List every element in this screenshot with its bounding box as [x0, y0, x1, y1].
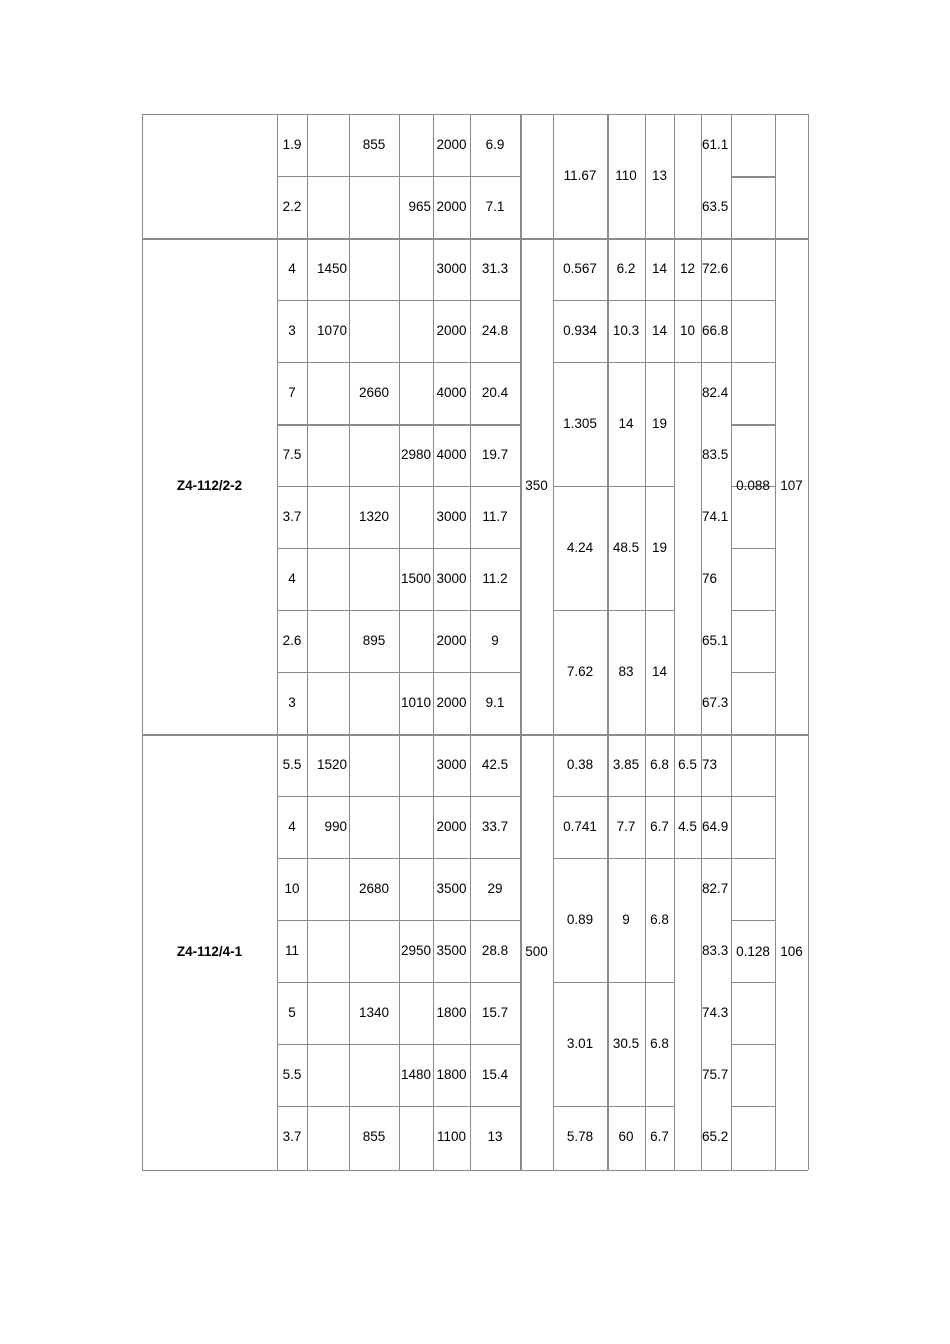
cell-value: 5.5 [282, 1067, 302, 1083]
cell-value: 19.7 [481, 447, 509, 463]
table-rule [520, 114, 522, 1170]
merged-value [520, 114, 553, 238]
cell-value: 1010 [400, 695, 431, 711]
cell-value: 1520 [316, 757, 347, 773]
table-rule [142, 114, 143, 1170]
table-rule [307, 114, 308, 1170]
cell-value: 3000 [436, 509, 467, 525]
cell-value [307, 548, 349, 610]
cell-value: 855 [362, 1129, 386, 1145]
cell-value: 9.1 [485, 695, 505, 711]
cell-value: 4 [288, 819, 296, 835]
table-rule [349, 114, 350, 1170]
cell-value: 3500 [436, 943, 467, 959]
cell-value: 2980 [400, 447, 431, 463]
cell-value: 2000 [436, 633, 467, 649]
cell-value: 3.7 [282, 509, 302, 525]
cell-value: 2.2 [282, 199, 302, 215]
model-name: Z4-112/2-2 [176, 478, 243, 494]
cell-value [349, 300, 399, 362]
merged-value: 0.89 [566, 912, 594, 928]
cell-value: 3 [288, 323, 296, 339]
cell-value [399, 734, 433, 796]
cell-value: 20.4 [481, 385, 509, 401]
merged-value: 350 [525, 478, 548, 494]
cell-value: 2000 [436, 323, 467, 339]
cell-value: 0.934 [563, 323, 597, 339]
table-rule [701, 114, 702, 1170]
cell-value: 60 [618, 1129, 634, 1145]
cell-value: 1070 [316, 323, 347, 339]
cell-value: 82.4 [702, 385, 729, 401]
cell-value: 13 [487, 1129, 503, 1145]
cell-value: 83.3 [702, 943, 729, 959]
cell-value: 28.8 [481, 943, 509, 959]
cell-value: 11.2 [482, 571, 508, 587]
cell-value [307, 362, 349, 424]
cell-value: 6.5 [678, 757, 697, 773]
cell-value: 1.9 [282, 137, 302, 153]
table-rule [645, 114, 646, 1170]
cell-value: 33.7 [481, 819, 509, 835]
cell-value: 67.3 [702, 695, 729, 711]
cell-value: 7 [288, 385, 296, 401]
merged-value: 48.5 [612, 540, 640, 556]
cell-value [399, 858, 433, 920]
merged-value: 13 [651, 168, 668, 184]
cell-value: 83.5 [702, 447, 729, 463]
cell-value: 31.3 [481, 261, 509, 277]
cell-value: 1100 [436, 1129, 467, 1145]
cell-value: 24.8 [481, 323, 509, 339]
merged-value [731, 114, 775, 238]
cell-value: 61.1 [702, 137, 729, 153]
merged-value: 14 [618, 416, 634, 432]
cell-value: 12 [679, 261, 696, 277]
cell-value: 29 [487, 881, 503, 897]
cell-value [307, 858, 349, 920]
merged-value: 107 [780, 478, 803, 494]
cell-value: 1340 [358, 1005, 390, 1021]
table-rule [607, 114, 609, 1170]
cell-value [399, 486, 433, 548]
cell-value: 7.5 [282, 447, 302, 463]
cell-value [349, 920, 399, 982]
merged-value: 30.5 [612, 1036, 640, 1052]
table-rule [142, 1170, 808, 1171]
cell-value: 6.7 [650, 1129, 669, 1145]
table-rule [399, 114, 400, 1170]
cell-value: 15.7 [481, 1005, 509, 1021]
cell-value: 3500 [436, 881, 467, 897]
cell-value [399, 982, 433, 1044]
cell-value: 965 [408, 199, 431, 215]
cell-value [349, 238, 399, 300]
cell-value [307, 982, 349, 1044]
merged-value: 4.24 [566, 540, 594, 556]
cell-value: 10 [284, 881, 300, 897]
cell-value: 2000 [436, 199, 467, 215]
cell-value: 66.8 [702, 323, 729, 339]
merged-value: 83 [618, 664, 634, 680]
cell-value: 7.1 [485, 199, 505, 215]
cell-value: 6.2 [616, 261, 636, 277]
merged-value [775, 114, 808, 238]
cell-value: 75.7 [702, 1067, 729, 1083]
cell-value: 15.4 [481, 1067, 509, 1083]
cell-value: 6.9 [485, 137, 505, 153]
cell-value: 7.7 [616, 819, 636, 835]
cell-value: 65.2 [702, 1129, 729, 1145]
cell-value: 2660 [358, 385, 390, 401]
cell-value [307, 176, 349, 238]
cell-value: 6.8 [650, 757, 669, 773]
cell-value [307, 920, 349, 982]
cell-value: 2000 [436, 695, 467, 711]
cell-value [349, 672, 399, 734]
cell-value: 2000 [436, 137, 467, 153]
cell-value [307, 610, 349, 672]
merged-value: 6.8 [650, 1036, 669, 1052]
merged-value: 3.01 [566, 1036, 594, 1052]
cell-value [399, 610, 433, 672]
cell-value: 895 [362, 633, 386, 649]
table-rule [731, 114, 732, 1170]
cell-value: 1800 [436, 1067, 467, 1083]
cell-value: 2000 [436, 819, 467, 835]
cell-value [349, 1044, 399, 1106]
model-name: Z4-112/4-1 [176, 944, 243, 960]
cell-value: 3 [288, 695, 296, 711]
merged-value: 110 [615, 168, 637, 184]
cell-value: 11.7 [482, 509, 508, 525]
cell-value: 2.6 [282, 633, 302, 649]
cell-value [307, 114, 349, 176]
cell-value [349, 424, 399, 486]
cell-value: 3.7 [282, 1129, 302, 1145]
merged-value: 1.305 [563, 416, 597, 432]
merged-value: 0.128 [736, 944, 770, 960]
table-rule [775, 114, 776, 1170]
cell-value: 4.5 [678, 819, 697, 835]
merged-value: 19 [651, 416, 668, 432]
cell-value [349, 796, 399, 858]
table-rule [674, 114, 675, 1170]
cell-value: 5.5 [282, 757, 302, 773]
cell-value: 1480 [400, 1067, 431, 1083]
cell-value: 1800 [436, 1005, 467, 1021]
cell-value: 63.5 [702, 199, 729, 215]
cell-value [349, 734, 399, 796]
cell-value [399, 300, 433, 362]
cell-value: 10.3 [612, 323, 640, 339]
merged-value: 7.62 [566, 664, 594, 680]
cell-value: 6.7 [650, 819, 669, 835]
cell-value: 0.567 [563, 261, 597, 277]
cell-value: 72.6 [702, 261, 729, 277]
cell-value [399, 238, 433, 300]
table-rule [277, 114, 278, 1170]
cell-value [307, 486, 349, 548]
cell-value [307, 424, 349, 486]
cell-value: 3000 [436, 757, 467, 773]
cell-value: 4 [288, 571, 296, 587]
cell-value: 9 [491, 633, 499, 649]
merged-value: 0.088 [736, 478, 770, 494]
table-rule [808, 114, 809, 1170]
cell-value [307, 1106, 349, 1168]
cell-value: 1500 [400, 571, 431, 587]
cell-value: 2680 [358, 881, 390, 897]
table-rule [553, 114, 554, 1170]
cell-value [349, 176, 399, 238]
cell-value: 11 [284, 943, 299, 959]
cell-value: 2950 [400, 943, 431, 959]
cell-value: 82.7 [702, 881, 729, 897]
cell-value [399, 362, 433, 424]
cell-value: 0.741 [563, 819, 597, 835]
cell-value: 14 [651, 261, 668, 277]
cell-value [399, 114, 433, 176]
cell-value [349, 548, 399, 610]
cell-value: 3000 [436, 571, 467, 587]
merged-value: 19 [651, 540, 668, 556]
cell-value: 4 [288, 261, 296, 277]
cell-value: 3.85 [612, 757, 640, 773]
table-rule [470, 114, 471, 1170]
cell-value: 4000 [436, 385, 467, 401]
cell-value: 1320 [358, 509, 390, 525]
cell-value: 14 [651, 323, 668, 339]
merged-value: 9 [622, 912, 630, 928]
cell-value: 0.38 [566, 757, 594, 773]
cell-value [399, 1106, 433, 1168]
cell-value: 1450 [316, 261, 347, 277]
cell-value [307, 1044, 349, 1106]
cell-value: 74.3 [702, 1005, 729, 1021]
model-name [142, 114, 277, 238]
cell-value: 76 [702, 571, 718, 587]
cell-value: 855 [362, 137, 386, 153]
cell-value: 4000 [436, 447, 467, 463]
cell-value: 64.9 [702, 819, 729, 835]
cell-value: 990 [324, 819, 347, 835]
merged-value: 11.67 [563, 168, 597, 184]
table-rule [433, 114, 434, 1170]
cell-value: 42.5 [481, 757, 509, 773]
cell-value [307, 672, 349, 734]
cell-value: 3000 [436, 261, 467, 277]
merged-value: 500 [525, 944, 548, 960]
merged-value: 6.8 [650, 912, 669, 928]
cell-value: 73 [702, 757, 718, 773]
cell-value [399, 796, 433, 858]
merged-value: 14 [651, 664, 668, 680]
cell-value: 5.78 [566, 1129, 594, 1145]
merged-value: 106 [780, 944, 803, 960]
cell-value: 74.1 [702, 509, 729, 525]
cell-value: 65.1 [702, 633, 729, 649]
cell-value: 5 [288, 1005, 296, 1021]
cell-value: 10 [679, 323, 696, 339]
